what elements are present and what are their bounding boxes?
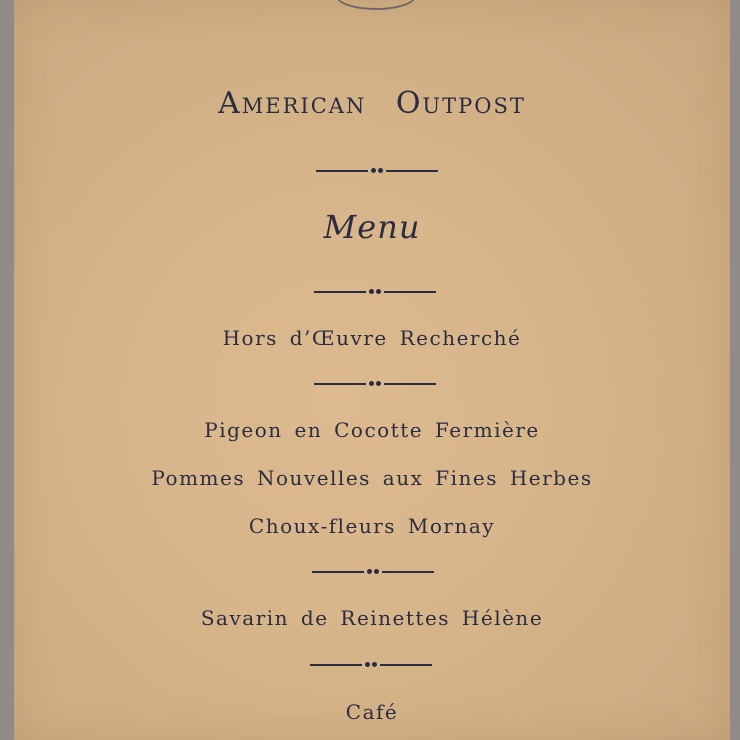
divider-ornament [316, 167, 438, 175]
divider-ornament [312, 568, 434, 576]
restaurant-name: American Outpost [218, 86, 526, 121]
menu-item-coffee: Café [345, 700, 399, 724]
divider-ornament [314, 288, 436, 296]
divider-dots [364, 662, 378, 668]
divider-dots [368, 289, 382, 295]
divider-dots [366, 569, 380, 575]
menu-item-appetizer: Hors d’Œuvre Recherché [222, 326, 522, 350]
menu-item-side-potatoes: Pommes Nouvelles aux Fines Herbes [151, 466, 593, 490]
menu-item-dessert: Savarin de Reinettes Hélène [200, 606, 544, 630]
seal-emblem [336, 0, 416, 10]
menu-item-main: Pigeon en Cocotte Fermière [204, 418, 540, 442]
divider-dots [368, 381, 382, 387]
divider-dots [370, 168, 384, 174]
menu-card [14, 0, 730, 740]
divider-ornament [310, 661, 432, 669]
menu-item-side-cauliflower: Choux-fleurs Mornay [248, 514, 496, 538]
divider-ornament [314, 380, 436, 388]
menu-heading: Menu [323, 208, 421, 246]
